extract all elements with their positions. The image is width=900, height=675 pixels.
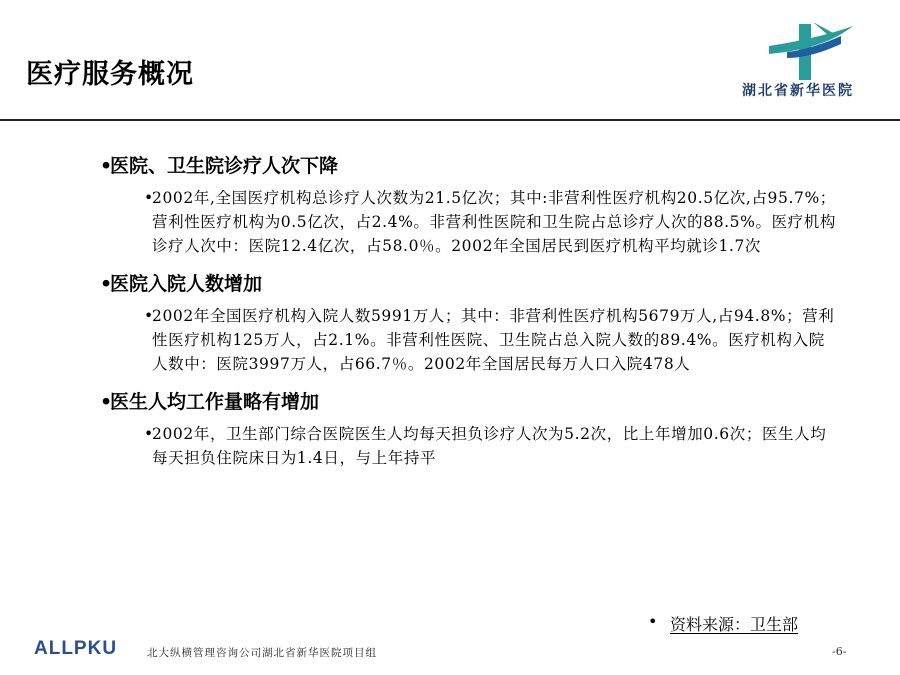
- section-heading: [100, 271, 840, 297]
- brand-logo: ALLPKU: [34, 638, 118, 659]
- bullet-icon: •: [144, 425, 154, 443]
- bullet-icon: •: [100, 273, 113, 295]
- bullet-icon: •: [648, 612, 658, 631]
- section-paragraph: [144, 186, 840, 258]
- paragraph-text: 2002年全国医疗机构入院人数5991万人；其中：非营利性医疗机构5679万人,占94.8%；营利性医疗机构125万人，占2.1%。非营利性医院、卫生院占总入院人数的89.4%。医疗机构入院人数中：医院3997万人，占66.7％。2002年全国居民每万人口入院478人: [152, 307, 835, 373]
- source-text: 资料来源：卫生部: [670, 615, 799, 634]
- section-heading: [100, 153, 840, 179]
- section-outpatient: [100, 153, 840, 258]
- paragraph-text: 2002年，卫生部门综合医院医生人均每天担负诊疗人次为5.2次，比上年增加0.6次；医生人均每天担负住院床日为1.4日，与上年持平: [152, 425, 827, 467]
- bullet-icon: •: [100, 391, 113, 413]
- page-title: 医疗服务概况: [26, 59, 194, 90]
- main-content: [100, 153, 840, 483]
- heading-text: 医院、卫生院诊疗人次下降: [110, 155, 339, 177]
- section-paragraph: [144, 304, 840, 376]
- section-paragraph: [144, 422, 840, 470]
- bullet-icon: •: [144, 189, 154, 207]
- bullet-icon: •: [144, 307, 154, 325]
- paragraph-text: 2002年,全国医疗机构总诊疗人次数为21.5亿次；其中:非营利性医疗机构20.5亿次,占95.7%；营利性医疗机构为0.5亿次，占2.4%。非营利性医院和卫生院占总诊疗人次的88.5%。医疗机构诊疗人次中：医院12.4亿次，占58.0％。2002年全国居民到医疗机构平均就诊1.7次: [152, 189, 836, 255]
- section-workload: [100, 389, 840, 470]
- hospital-name: 湖北省新华医院: [742, 83, 854, 99]
- heading-text: 医生人均工作量略有增加: [110, 391, 320, 413]
- page-number: -6-: [832, 645, 847, 658]
- bullet-icon: •: [100, 155, 113, 177]
- section-heading: [100, 389, 840, 415]
- source-note: [648, 612, 798, 635]
- hospital-logo: [765, 20, 855, 82]
- footer-text: 北大纵横管理咨询公司湖北省新华医院项目组: [147, 647, 377, 659]
- header-divider: [0, 119, 900, 121]
- heading-text: 医院入院人数增加: [110, 273, 263, 295]
- section-admissions: [100, 271, 840, 376]
